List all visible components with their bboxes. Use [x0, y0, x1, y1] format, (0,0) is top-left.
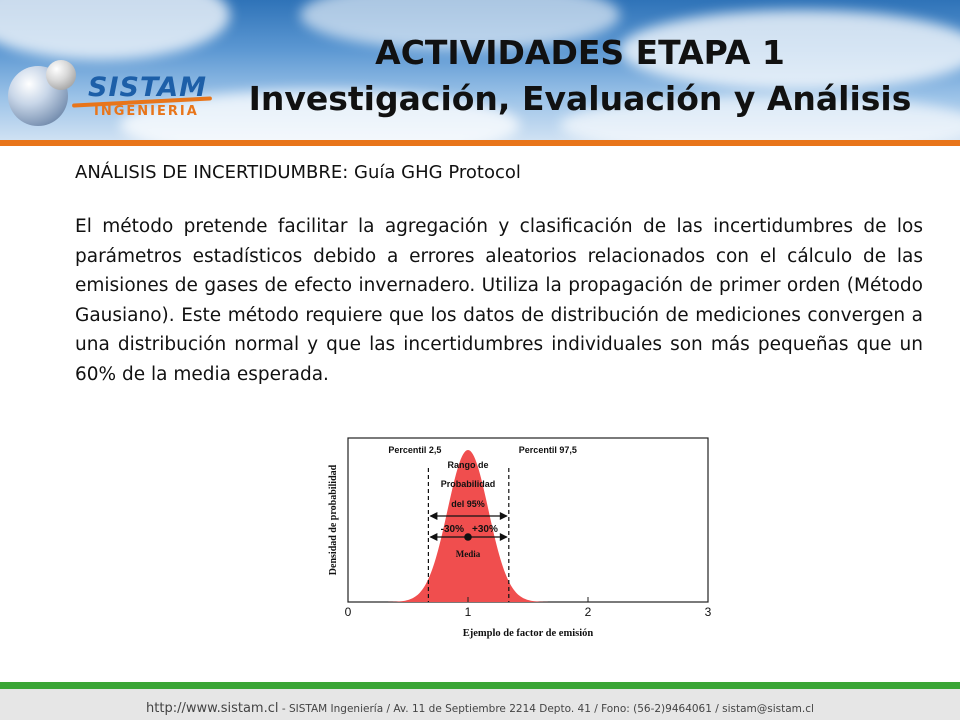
range-label-3: del 95% [451, 499, 485, 509]
mean-marker [464, 533, 472, 541]
minus-pct-label: -30% [440, 524, 464, 535]
chart-svg [322, 432, 730, 642]
range-arrow-right-head [500, 512, 508, 520]
range-arrow-left-head [429, 512, 437, 520]
title-line-1: ACTIVIDADES ETAPA 1 [375, 33, 785, 72]
distribution-area [384, 450, 552, 602]
page-title [235, 30, 925, 122]
body-paragraph: El método pretende facilitar la agregación y clasificación de las incertidumbres de los parámetros estadísticos debido a errores aleatorios relacionados con el cálculo de las emisiones de gases de efecto invernadero. Utiliza la propagación de primer orden (Método Gausiano). Este método requiere que los datos de distribución de mediciones convergen a una distribución normal y que las incertidumbres individuales son más pequeñas que un 60% de la media esperada. [75, 216, 923, 385]
title-line-2: Investigación, Evaluación y Análisis [248, 79, 912, 118]
sistam-logo [8, 60, 223, 130]
plot-frame [348, 438, 708, 602]
x-tick-label: 1 [464, 605, 472, 619]
x-axis-label: Ejemplo de factor de emisión [462, 628, 594, 639]
probability-chart [322, 432, 730, 642]
range-label-2: Probabilidad [440, 479, 496, 489]
x-tick-label: 0 [344, 605, 352, 619]
percentile-low-label: Percentil 2,5 [388, 445, 442, 455]
x-tick-label: 3 [704, 605, 712, 619]
footer-text [0, 697, 960, 716]
y-axis-label: Densidad de probabilidad [328, 464, 339, 576]
section-subtitle: ANÁLISIS DE INCERTIDUMBRE: Guía GHG Protocol [75, 162, 521, 183]
pct-arrow-right-head [500, 533, 508, 541]
footer-url[interactable]: http://www.sistam.cl [146, 701, 279, 716]
mean-label: Media [455, 549, 481, 559]
logo-name: SISTAM [88, 72, 208, 103]
plus-pct-label: +30% [472, 524, 498, 535]
header-banner [0, 0, 960, 140]
header-divider [0, 140, 960, 146]
footer [0, 689, 960, 720]
logo-subtitle: INGENIERIA [94, 104, 199, 119]
percentile-high-label: Percentil 97,5 [518, 445, 577, 455]
footer-contact: - SISTAM Ingeniería / Av. 11 de Septiembre 2214 Depto. 41 / Fono: (56-2)9464061 / sistam@sistam.cl [278, 703, 814, 715]
x-tick-label: 2 [584, 605, 592, 619]
pct-arrow-left-head [429, 533, 437, 541]
range-label-1: Rango de [447, 460, 489, 470]
footer-divider [0, 682, 960, 689]
small-globe-icon [46, 60, 76, 90]
